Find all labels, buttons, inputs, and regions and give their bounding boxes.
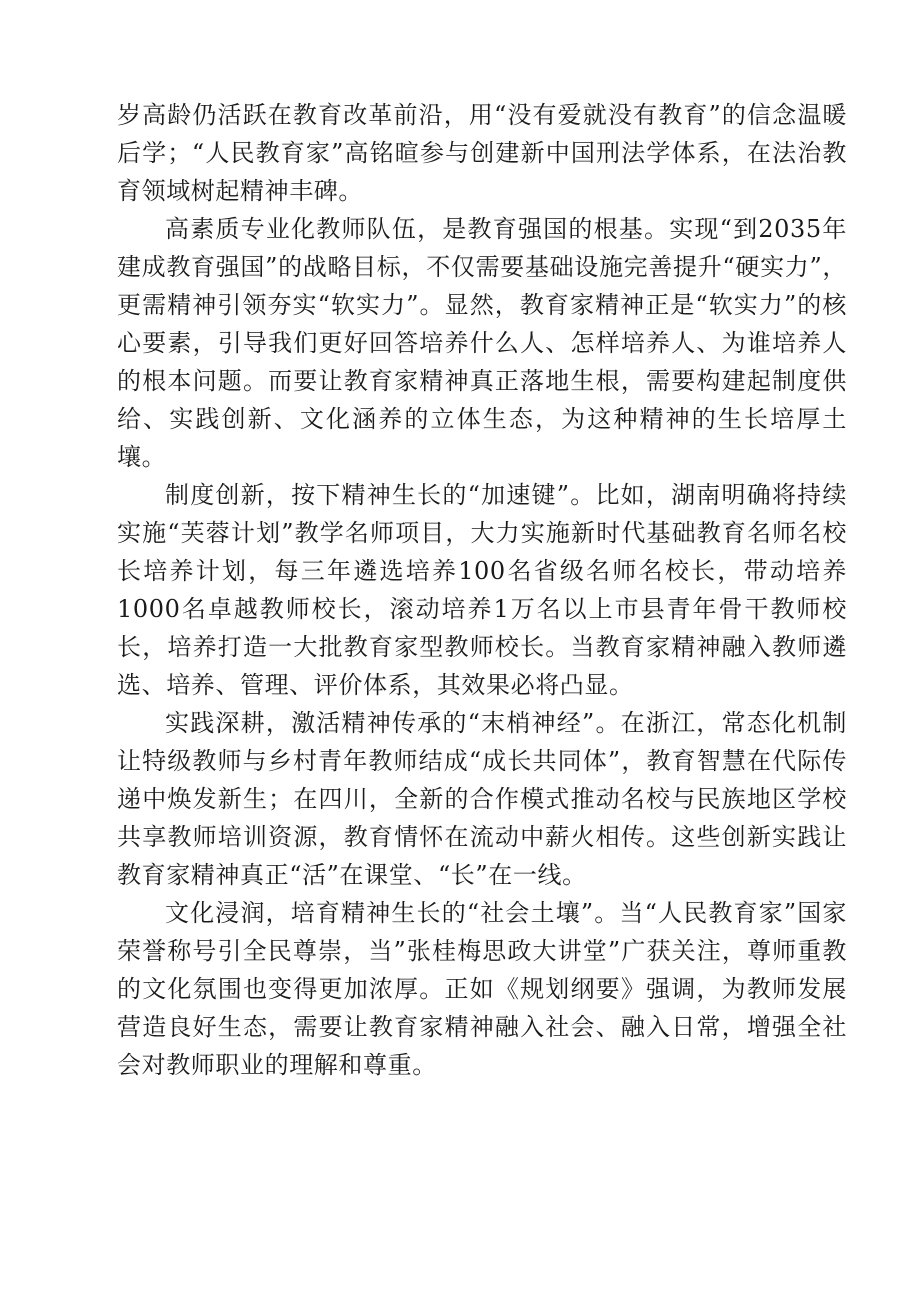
paragraph-2: 高素质专业化教师队伍，是教育强国的根基。实现“到2035年建成教育强国”的战略目标，不仅需要基础设施完善提升“硬实力”，更需精神引领夯实“软实力”。显然，教育家精神正是“软实力”的核心要素，引导我们更好回答培养什么人、怎样培养人、为谁培养人的根本问题。而要让教育家精神真正落地生根，需要构建起制度供给、实践创新、文化涵养的立体生态，为这种精神的生长培厚土壤。 [117, 215, 847, 471]
paragraph-3: 制度创新，按下精神生长的“加速键”。比如，湖南明确将持续实施“芙蓉计划”教学名师项目，大力实施新时代基础教育名师名校长培养计划，每三年遴选培养100名省级名师名校长，带动培养1000名卓越教师校长，滚动培养1万名以上市县青年骨干教师校长，培养打造一大批教育家型教师校长。当教育家精神融入教师遴选、培养、管理、评价体系，其效果必将凸显。 [117, 481, 847, 699]
paragraph-4: 实践深耕，激活精神传承的“末梢神经”。在浙江，常态化机制让特级教师与乡村青年教师结成“成长共同体”，教育智慧在代际传递中焕发新生；在四川，全新的合作模式推动名校与民族地区学校共享教师培训资源，教育情怀在流动中薪火相传。这些创新实践让教育家精神真正“活”在课堂、“长”在一线。 [117, 709, 847, 889]
paragraph-1: 岁高龄仍活跃在教育改革前沿，用“没有爱就没有教育”的信念温暖后学；“人民教育家”高铭暄参与创建新中国刑法学体系，在法治教育领域树起精神丰碑。 [117, 101, 847, 205]
paragraph-5: 文化浸润，培育精神生长的“社会土壤”。当“人民教育家”国家荣誉称号引全民尊崇，当”张桂梅思政大讲堂”广获关注，尊师重教的文化氛围也变得更加浓厚。正如《规划纲要》强调，为教师发展营造良好生态，需要让教育家精神融入社会、融入日常，增强全社会对教师职业的理解和尊重。 [117, 899, 847, 1079]
article-body [117, 96, 847, 1084]
